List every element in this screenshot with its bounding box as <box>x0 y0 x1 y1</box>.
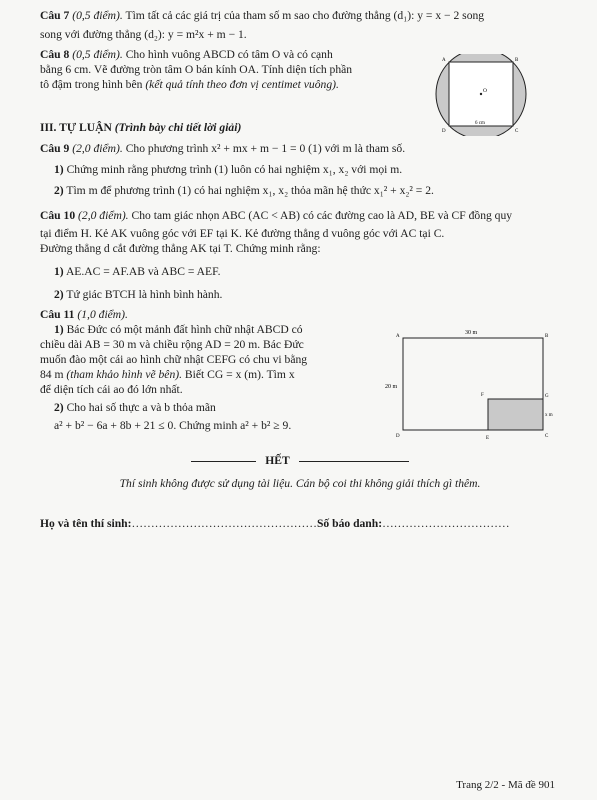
q8-line1: Cho hình vuông ABCD có tâm O và có cạnh <box>125 48 333 61</box>
q11-line4b: (tham khảo hình vẽ bên). <box>66 368 183 381</box>
q10-part2: Tứ giác BTCH là hình bình hành. <box>66 288 223 301</box>
fig8-label-a: A <box>442 58 446 63</box>
question-8 <box>40 47 430 92</box>
fig8-label-o: O <box>483 88 487 94</box>
candidate-id-label: Số báo danh: <box>316 517 383 530</box>
q10-line3: Đường thẳng d cắt đường thẳng AK tại T. Chứng minh rằng: <box>40 242 321 255</box>
end-marker <box>40 453 560 468</box>
q8-line3: tô đậm trong hình bên <box>40 78 143 91</box>
candidate-name-dots: ………………………………………… <box>131 517 317 530</box>
q11-points: (1,0 điểm). <box>77 308 128 321</box>
section-3-heading <box>40 120 560 135</box>
q10-points: (2,0 điểm). <box>78 209 129 222</box>
fig11-label-e: E <box>486 436 490 441</box>
fig11-label-d: D <box>396 434 400 439</box>
question-7 <box>40 8 560 42</box>
fig11-label-b: B <box>545 334 549 339</box>
q9-points: (2,0 điểm). <box>72 142 123 155</box>
q7-line1: Tìm tất cả các giá trị của tham số m sao cho đường thẳng (d₁): y = x − 2 song <box>125 9 485 22</box>
q10-line1: Cho tam giác nhọn ABC (AC < AB) có các đường cao là AD, BE và CF đồng quy <box>131 209 513 222</box>
end-rule-left <box>191 461 256 462</box>
q11-part1-number: 1) <box>54 323 64 336</box>
pond-cefg <box>488 399 543 430</box>
fig8-side-length: 6 cm <box>475 121 485 126</box>
q8-line2: bằng 6 cm. Vẽ đường tròn tâm O bán kính OA. Tính diện tích phần <box>40 63 353 76</box>
q9-text: Cho phương trình x² + mx + m − 1 = 0 (1) với m là tham số. <box>125 142 406 155</box>
q11-line6: Cho hai số thực a và b thỏa mãn <box>66 401 216 414</box>
q11-line2: chiều dài AB = 30 m và chiều rộng AD = 20 m. Bác Đức <box>40 338 304 351</box>
q11-line3: muốn đào một cái ao hình chữ nhật CEFG có chu vi bằng <box>40 353 308 366</box>
land-plot-figure <box>385 326 560 444</box>
fig8-label-d: D <box>442 129 446 134</box>
q9-label: Câu 9 <box>40 142 70 155</box>
q10-line2: tại điểm H. Kẻ AK vuông góc với EF tại K. Kẻ đường thẳng d vuông góc với AC tại C. <box>40 227 445 240</box>
q11-part2-number: 2) <box>54 401 64 414</box>
q11-line1: Bác Đức có một mảnh đất hình chữ nhật ABCD có <box>66 323 303 336</box>
q10-part1: AE.AC = AF.AB và ABC = AEF. <box>65 265 221 278</box>
q10-part1-number: 1) <box>54 265 64 278</box>
candidate-id-dots: …………………………… <box>382 517 510 530</box>
question-9 <box>40 141 560 198</box>
candidate-info <box>40 516 560 531</box>
q11-label: Câu 11 <box>40 308 75 321</box>
exam-notice: Thí sinh không được sử dụng tài liệu. Cán bộ coi thi không giải thích gì thêm. <box>119 477 481 490</box>
q9-part1: Chứng minh rằng phương trình (1) luôn có hai nghiệm x₁, x₂ với mọi m. <box>66 163 403 176</box>
fig8-label-c: C <box>515 129 519 134</box>
fig11-x-label: x m <box>545 413 553 418</box>
section-3-title: III. TỰ LUẬN <box>40 121 112 134</box>
end-rule-right <box>299 461 409 462</box>
q11-line5: để diện tích cái ao đó lớn nhất. <box>40 383 183 396</box>
end-text: HẾT <box>265 454 290 467</box>
q7-line2: song với đường thẳng (d₂): y = m²x + m − 1. <box>40 28 247 41</box>
question-10 <box>40 208 560 302</box>
q7-label: Câu 7 <box>40 9 70 22</box>
fig11-label-c: C <box>545 434 549 439</box>
fig8-label-b: B <box>515 58 519 63</box>
fig11-label-a: A <box>396 334 400 339</box>
fig11-label-f: F <box>481 393 484 398</box>
question-11 <box>40 307 375 433</box>
q10-label: Câu 10 <box>40 209 76 222</box>
q11-line7: a² + b² − 6a + 8b + 21 ≤ 0. Chứng minh a² + b² ≥ 9. <box>54 419 292 432</box>
q8-points: (0,5 điểm). <box>72 48 123 61</box>
q9-part2-number: 2) <box>54 184 64 197</box>
q11-line4c: Biết CG = x (m). Tìm x <box>184 368 295 381</box>
q7-points: (0,5 điểm). <box>72 9 123 22</box>
candidate-name-label: Họ và tên thí sinh: <box>40 517 132 530</box>
center-point <box>480 93 482 95</box>
fig11-label-g: G <box>545 394 549 399</box>
q8-label: Câu 8 <box>40 48 70 61</box>
q11-line4a: 84 m <box>40 368 64 381</box>
section-3-subtitle: (Trình bày chi tiết lời giải) <box>114 121 242 134</box>
q9-part2: Tìm m để phương trình (1) có hai nghiệm x₁, x₂ thỏa mãn hệ thức x₁² + x₂² = 2. <box>66 184 434 197</box>
page-footer: Trang 2/2 - Mã đề 901 <box>456 779 555 791</box>
fig11-length-label: 30 m <box>465 330 478 336</box>
q8-note: (kết quả tính theo đơn vị centimet vuông). <box>145 78 339 91</box>
fig11-width-label: 20 m <box>385 384 398 390</box>
q10-part2-number: 2) <box>54 288 64 301</box>
q9-part1-number: 1) <box>54 163 64 176</box>
